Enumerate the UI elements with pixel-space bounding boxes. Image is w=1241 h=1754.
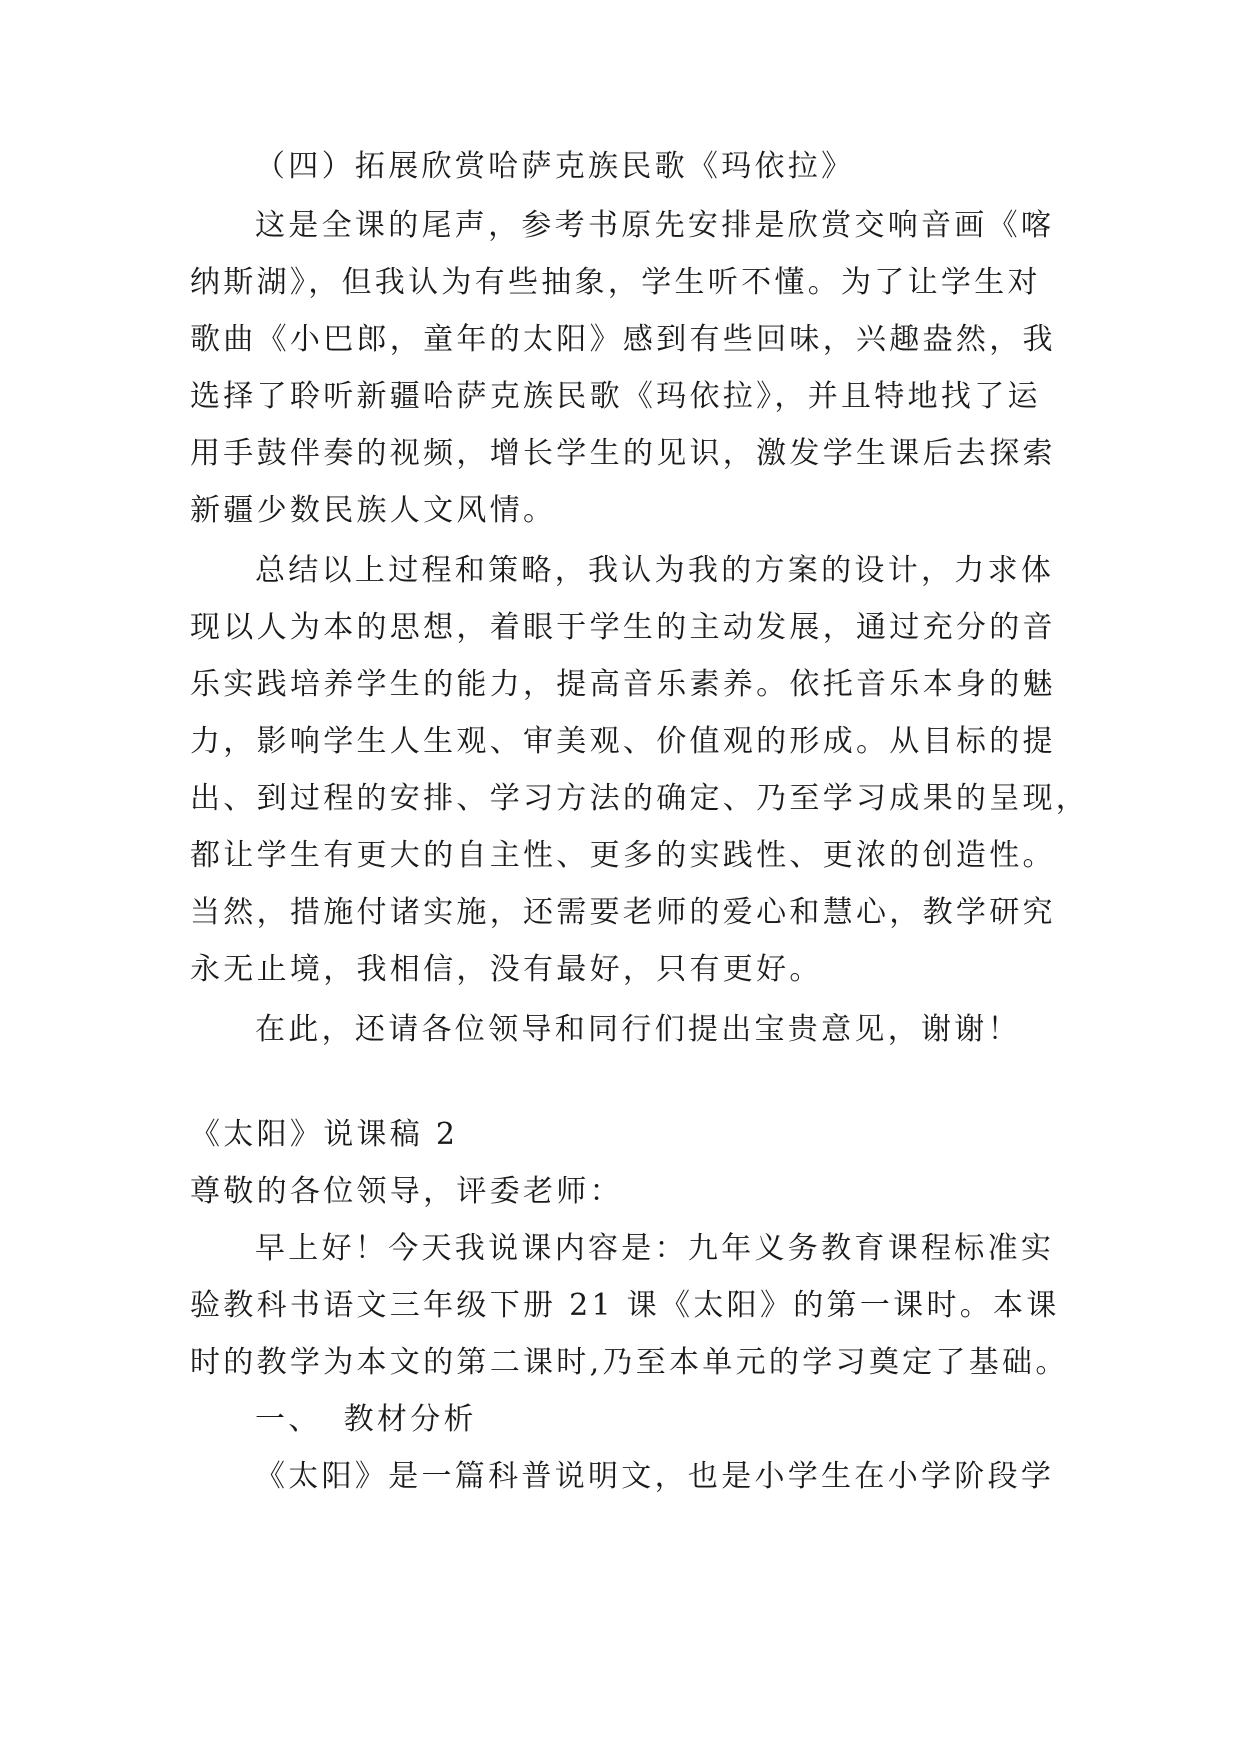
heading-number: 一、	[255, 1402, 322, 1437]
paragraph-line: 这是全课的尾声，参考书原先安排是欣赏交响音画《喀	[255, 208, 1055, 243]
paragraph-line: 都让学生有更大的自主性、更多的实践性、更浓的创造性。	[190, 838, 1056, 873]
paragraph-line: 永无止境，我相信，没有最好，只有更好。	[190, 952, 823, 987]
paragraph-line: 总结以上过程和策略，我认为我的方案的设计，力求体	[255, 553, 1055, 588]
paragraph-line: 早上好！今天我说课内容是：九年义务教育课程标准实	[255, 1231, 1055, 1266]
closing-line: 在此，还请各位领导和同行们提出宝贵意见，谢谢！	[255, 1012, 1021, 1047]
section-heading: （四）拓展欣赏哈萨克族民歌《玛依拉》	[255, 149, 855, 184]
greeting-line: 尊敬的各位领导，评委老师：	[190, 1174, 623, 1209]
paragraph-line: 时的教学为本文的第二课时,乃至本单元的学习奠定了基础。	[190, 1345, 1069, 1380]
paragraph-line: 新疆少数民族人文风情。	[190, 493, 557, 528]
paragraph-line: 乐实践培养学生的能力，提高音乐素养。依托音乐本身的魅	[190, 667, 1056, 702]
document-title: 《太阳》说课稿 2	[190, 1117, 459, 1152]
paragraph-line: 验教科书语文三年级下册 21 课《太阳》的第一课时。本课	[190, 1288, 1060, 1323]
paragraph-line: 当然，措施付诸实施，还需要老师的爱心和慧心，教学研究	[190, 895, 1056, 930]
paragraph-line: 用手鼓伴奏的视频，增长学生的见识，激发学生课后去探索	[190, 436, 1056, 471]
paragraph-line: 纳斯湖》，但我认为有些抽象，学生听不懂。为了让学生对	[190, 265, 1041, 300]
section-heading	[255, 1402, 477, 1437]
paragraph-line: 现以人为本的思想，着眼于学生的主动发展，通过充分的音	[190, 610, 1056, 645]
paragraph-line: 力，影响学生人生观、审美观、价值观的形成。从目标的提	[190, 724, 1056, 759]
paragraph-line: 出、到过程的安排、学习方法的确定、乃至学习成果的呈现，	[190, 781, 1090, 816]
heading-text: 教材分析	[343, 1402, 477, 1437]
paragraph-line: 歌曲《小巴郎，童年的太阳》感到有些回味，兴趣盎然，我	[190, 322, 1056, 357]
paragraph-line: 《太阳》是一篇科普说明文，也是小学生在小学阶段学	[255, 1459, 1055, 1494]
paragraph-line: 选择了聆听新疆哈萨克族民歌《玛依拉》，并且特地找了运	[190, 379, 1041, 414]
